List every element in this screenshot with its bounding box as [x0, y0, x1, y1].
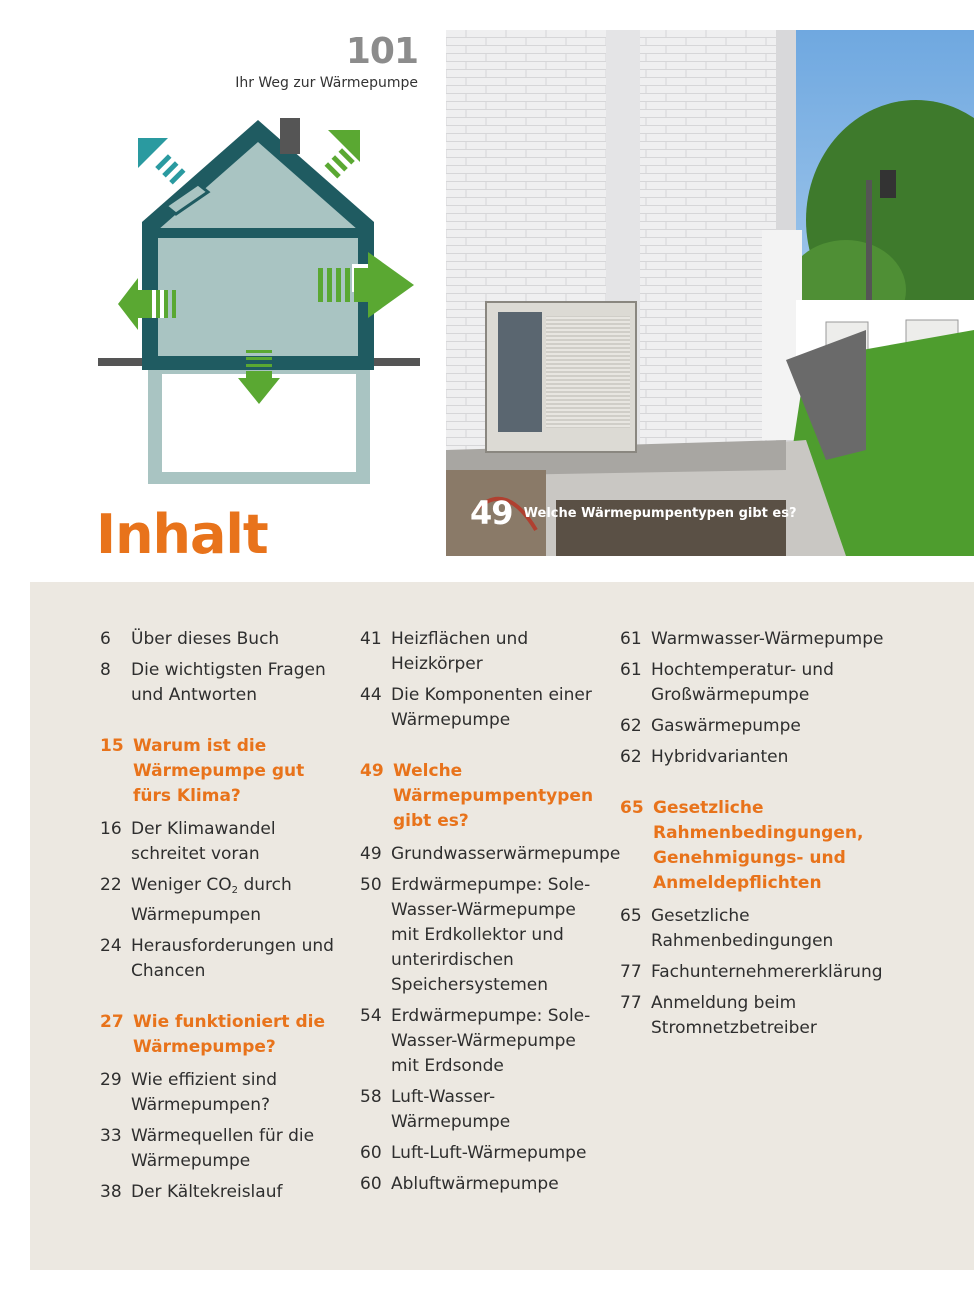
toc-section-title: Warum ist die Wärmepumpe gut fürs Klima? [133, 736, 305, 806]
chimney [280, 118, 300, 154]
photo-caption [470, 494, 796, 532]
heat-pump-photo-drawing [446, 30, 974, 556]
toc-entry-title: Luft-Wasser-Wärmepumpe [391, 1087, 511, 1132]
toc-page-number: 44 [360, 685, 382, 705]
house-heat-loss-illustration [98, 112, 420, 484]
toc-entry-title: Fachunternehmererklärung [651, 962, 883, 982]
toc-entry[interactable] [620, 658, 910, 708]
toc-section-heading[interactable] [620, 796, 910, 896]
toc-entry-title: Über dieses Buch [131, 629, 280, 649]
toc-entry-title-part: durch Wärmepumpen [131, 875, 292, 925]
toc-section-heading[interactable] [100, 734, 345, 809]
toc-entry-title-part: Weniger CO [131, 875, 232, 895]
toc-entry[interactable] [360, 1141, 605, 1166]
heat-pump-photo [446, 30, 974, 556]
toc-page-number: 65 [620, 906, 642, 926]
toc-entry[interactable] [100, 1068, 345, 1118]
toc-page-number: 16 [100, 819, 122, 839]
toc-entry-title: Herausforderungen und Chancen [131, 936, 334, 981]
toc-page-number: 50 [360, 875, 382, 895]
arrow-roof-right-icon [325, 130, 360, 178]
toc-page-number: 29 [100, 1070, 122, 1090]
photo-caption-text: Welche Wärmepumpentypen gibt es? [523, 505, 797, 521]
toc-entry[interactable] [620, 904, 910, 954]
toc-page-number: 61 [620, 629, 642, 649]
toc-page-number: 65 [620, 798, 644, 818]
toc-entry[interactable] [360, 683, 605, 733]
toc-entry-title: Erdwärmepumpe: Sole-Wasser-Wärmepumpe mit Erdsonde [391, 1006, 591, 1076]
arrow-roof-left-icon [138, 138, 185, 184]
toc-entry-title: Heizflächen und Heizkörper [391, 629, 529, 674]
toc-page-number: 77 [620, 993, 642, 1013]
toc-entry[interactable] [100, 627, 345, 652]
toc-entry[interactable] [360, 1085, 605, 1135]
toc-entry-title: Hochtemperatur- und Großwärmepumpe [651, 660, 834, 705]
toc-page-number: 62 [620, 747, 642, 767]
toc-entry[interactable] [360, 627, 605, 677]
toc-entry-title: Gaswärmepumpe [651, 716, 801, 736]
toc-page-number: 24 [100, 936, 122, 956]
house-interior [158, 142, 358, 356]
teaser-page-number: 101 [345, 31, 418, 72]
toc-page-number: 58 [360, 1087, 382, 1107]
toc-entry-title: Die Komponenten einer Wärmepumpe [391, 685, 592, 730]
toc-column-2 [360, 627, 621, 1203]
toc-page-number: 77 [620, 962, 642, 982]
photo-caption-page: 49 [470, 494, 513, 532]
toc-entry[interactable] [360, 842, 621, 867]
toc-page-number: 33 [100, 1126, 122, 1146]
toc-entry-title: Anmeldung beim Stromnetzbetreiber [651, 993, 817, 1038]
toc-column-3 [620, 627, 910, 1047]
toc-page-number: 15 [100, 736, 124, 756]
toc-entry-title: Der Klimawandel schreitet voran [131, 819, 276, 864]
ceiling [154, 228, 362, 238]
toc-page-number: 22 [100, 875, 122, 895]
toc-page-number: 60 [360, 1174, 382, 1194]
toc-page-number: 62 [620, 716, 642, 736]
toc-entry[interactable] [620, 627, 910, 652]
toc-entry[interactable] [360, 1004, 605, 1079]
toc-page-number: 60 [360, 1143, 382, 1163]
toc-page-number: 49 [360, 761, 384, 781]
toc-entry-title: Wärmequellen für die Wärmepumpe [131, 1126, 315, 1171]
teaser-caption: Ihr Weg zur Wärmepumpe [235, 75, 418, 91]
toc-page-number: 54 [360, 1006, 382, 1026]
toc-entry[interactable] [360, 1172, 605, 1197]
toc-entry-title: Warmwasser-Wärmepumpe [651, 629, 884, 649]
toc-entry[interactable] [620, 714, 910, 739]
toc-page-number: 61 [620, 660, 642, 680]
toc-page-number: 38 [100, 1182, 122, 1202]
toc-page-number: 27 [100, 1012, 124, 1032]
page-title: Inhalt [96, 503, 268, 566]
teaser [235, 32, 418, 92]
toc-entry[interactable] [100, 934, 345, 984]
toc-entry[interactable] [360, 873, 605, 998]
toc-section-heading[interactable] [360, 759, 605, 834]
table-of-contents [30, 582, 974, 1270]
toc-entry-title: Abluftwärmepumpe [391, 1174, 559, 1194]
toc-entry[interactable] [100, 658, 345, 708]
toc-entry[interactable] [620, 960, 910, 985]
toc-entry[interactable] [100, 1180, 345, 1205]
toc-section-title: Welche Wärmepumpentypen gibt es? [393, 761, 594, 831]
toc-entry[interactable] [100, 817, 345, 867]
toc-section-title: Wie funktioniert die Wärmepumpe? [133, 1012, 325, 1057]
toc-column-1 [100, 627, 345, 1211]
toc-page-number: 6 [100, 629, 111, 649]
toc-entry-title: Grundwasserwärmepumpe [391, 844, 621, 864]
toc-entry-title: Gesetzliche Rahmenbedingungen [651, 906, 834, 951]
toc-entry-title: Die wichtigsten Fragen und Antworten [131, 660, 326, 705]
toc-page-number: 49 [360, 844, 382, 864]
toc-entry[interactable] [100, 1124, 345, 1174]
toc-section-heading[interactable] [100, 1010, 345, 1060]
toc-page-number: 41 [360, 629, 382, 649]
toc-section-title: Gesetzliche Rahmenbedingungen, Genehmigungs- und Anmeldepflichten [653, 798, 864, 893]
toc-entry[interactable] [620, 745, 910, 770]
toc-entry-title: Wie effizient sind Wärmepumpen? [131, 1070, 278, 1115]
toc-entry-title: Der Kältekreislauf [131, 1182, 283, 1202]
toc-entry[interactable] [100, 873, 345, 928]
toc-entry[interactable] [620, 991, 910, 1041]
toc-entry-title: Luft-Luft-Wärmepumpe [391, 1143, 587, 1163]
toc-entry-title: Hybridvarianten [651, 747, 789, 767]
toc-entry-title: Erdwärmepumpe: Sole-Wasser-Wärmepumpe mit Erdkollektor und unterirdischen Speichersystemen [391, 875, 591, 995]
co2-subscript: 2 [231, 885, 239, 896]
toc-entry-title [131, 873, 345, 928]
toc-page-number: 8 [100, 660, 111, 680]
